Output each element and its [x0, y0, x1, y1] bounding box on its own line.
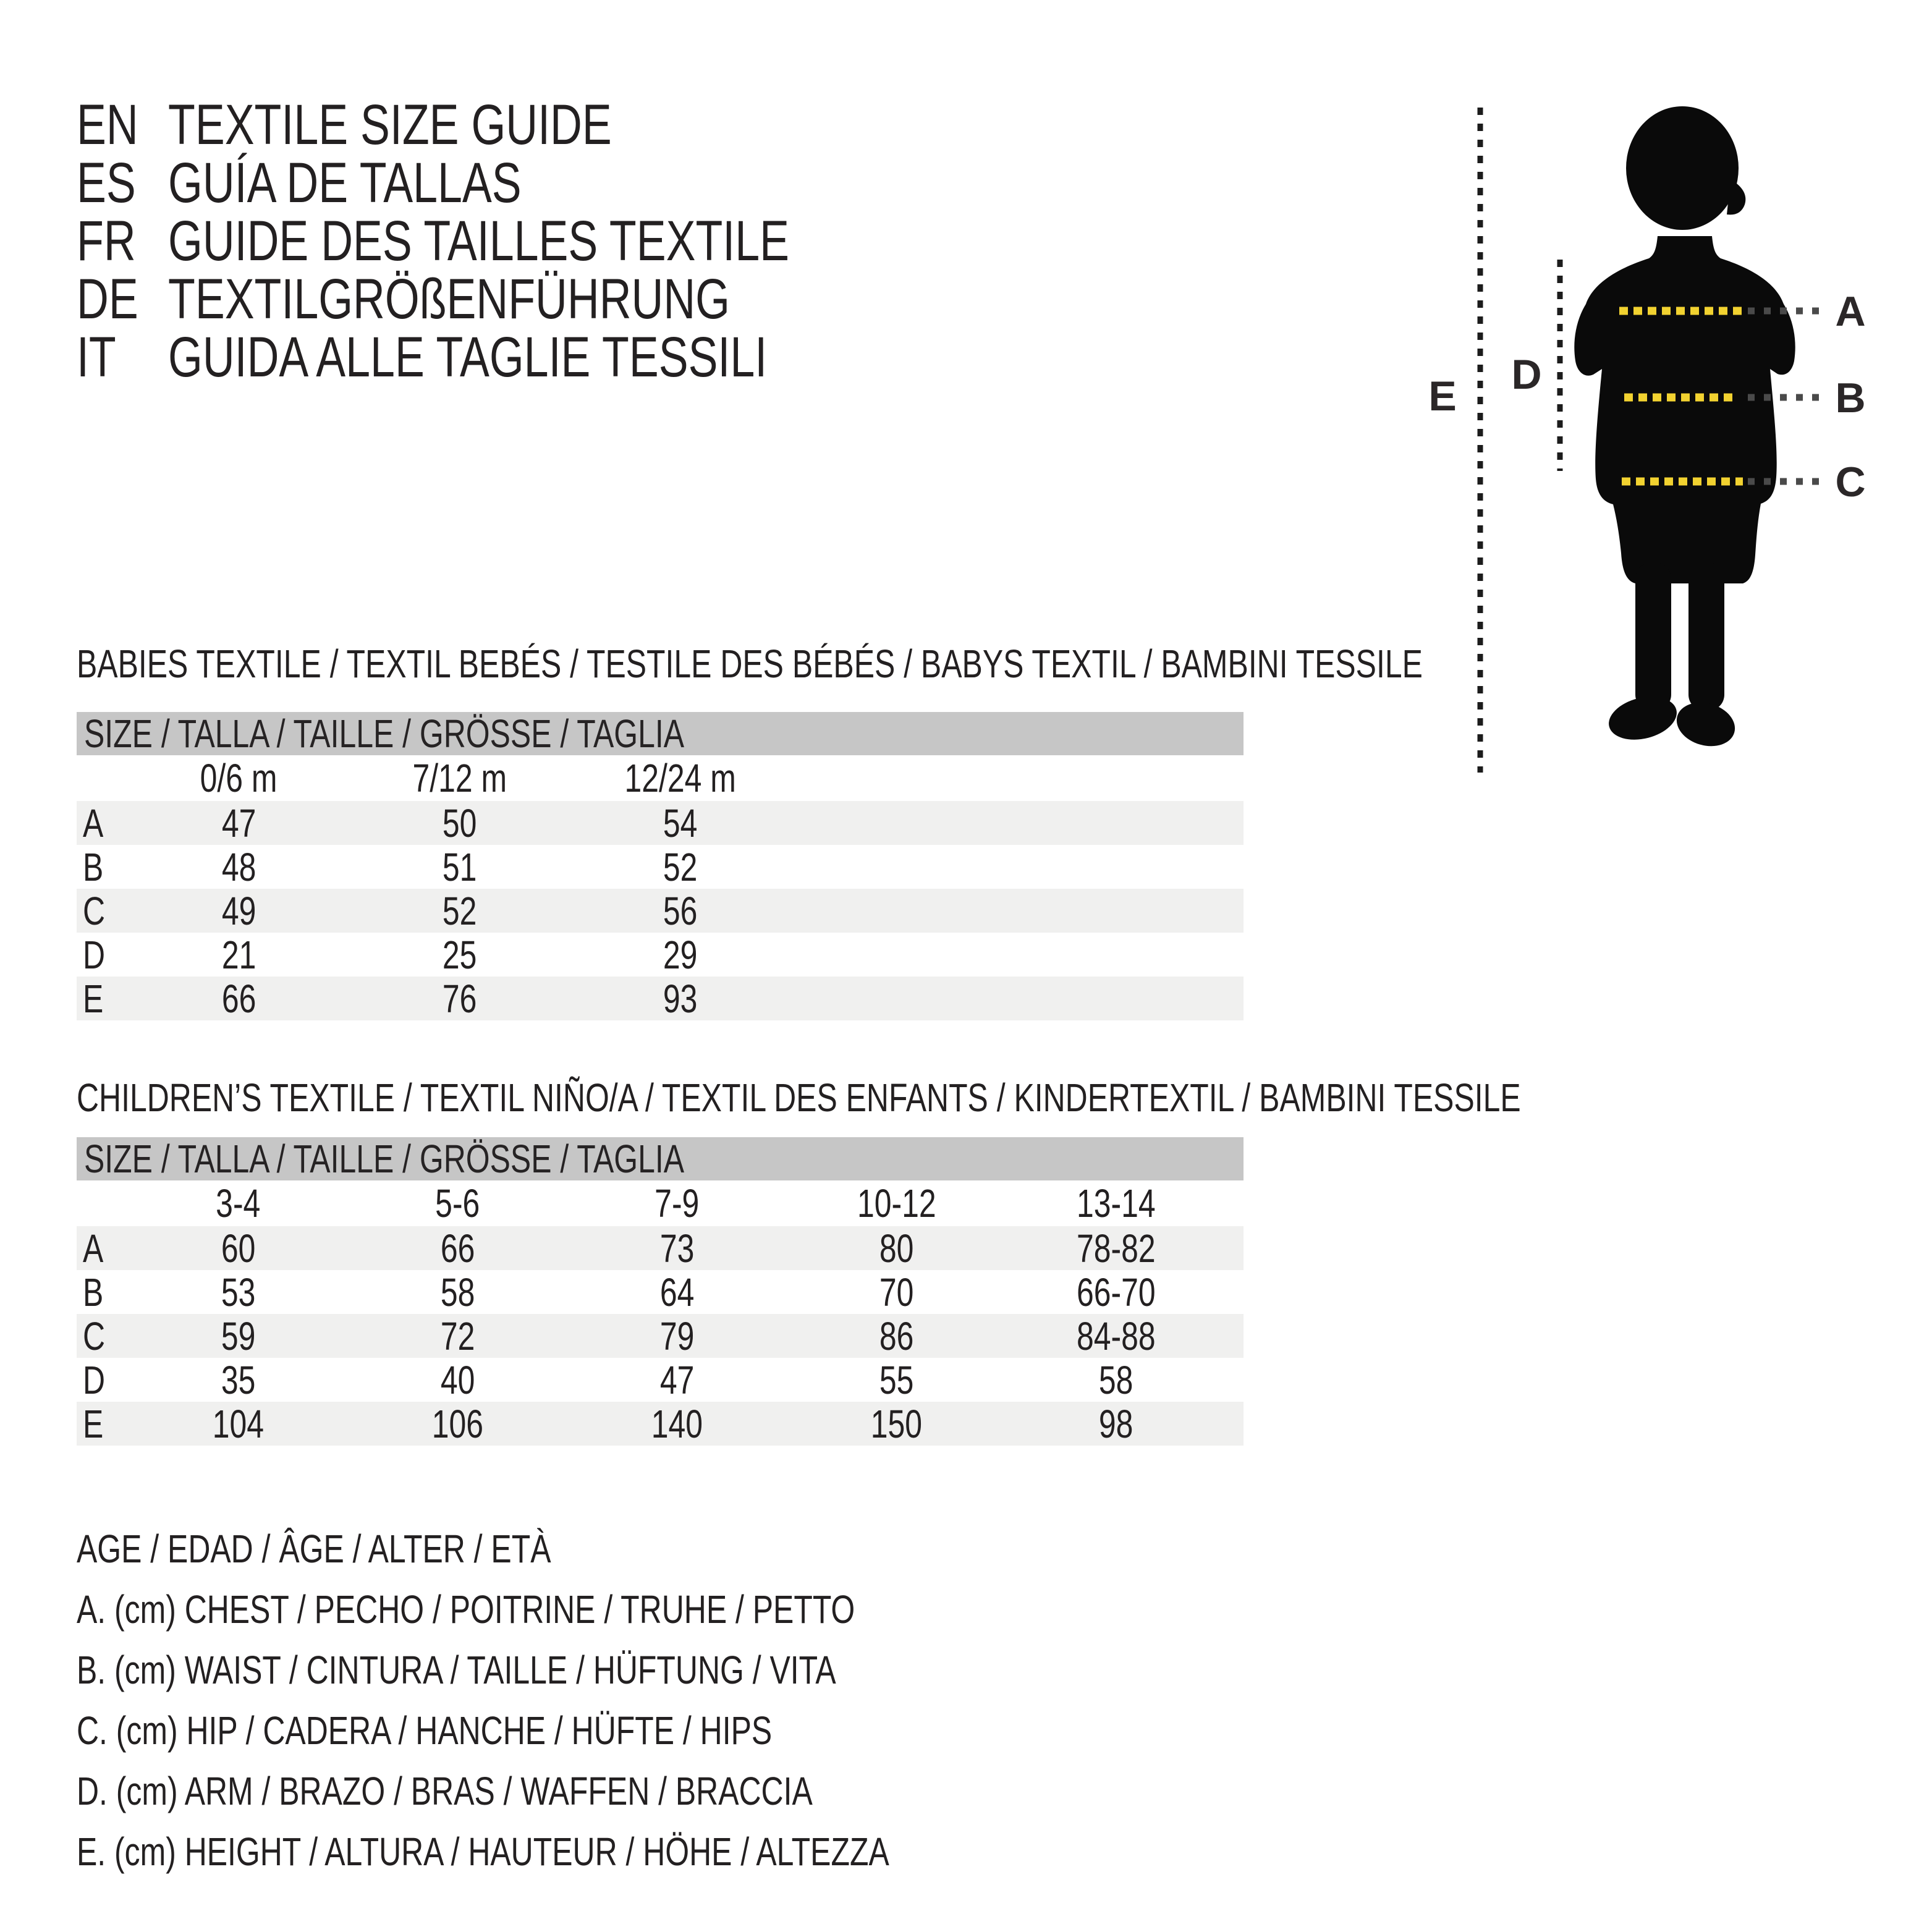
lang-code-es: ES: [77, 151, 136, 214]
row-label: C: [83, 1313, 106, 1358]
cell-value: 48: [221, 844, 256, 889]
title-en: TEXTILE SIZE GUIDE: [168, 93, 612, 156]
cell-value: 47: [221, 800, 256, 845]
silhouette-torso: [1574, 236, 1795, 583]
table-row: [77, 1314, 1244, 1358]
row-label: E: [83, 976, 104, 1021]
row-label: B: [83, 1269, 104, 1315]
cell-value: 25: [442, 932, 477, 977]
table-row: [77, 977, 1244, 1020]
cell-value: 21: [221, 932, 256, 977]
cell-value: 98: [1098, 1401, 1133, 1446]
cell-value: 76: [442, 976, 477, 1021]
children-section-title: CHILDREN’S TEXTILE / TEXTIL NIÑO/A / TEXTIL DES ENFANTS / KINDERTEXTIL / BAMBINI TESSILE: [77, 1075, 1521, 1120]
cell-value: 66: [221, 976, 256, 1021]
children-col-3-4: 3-4: [216, 1181, 261, 1226]
babies-column-header-row: [77, 755, 1244, 801]
babies-col-7-12m: 7/12 m: [412, 756, 507, 800]
children-col-13-14: 13-14: [1076, 1181, 1156, 1226]
arm-label: D: [1511, 351, 1542, 398]
cell-value: 150: [870, 1401, 923, 1446]
header-row-de: [77, 267, 888, 331]
cell-value: 29: [663, 932, 698, 977]
children-col-10-12: 10-12: [857, 1181, 936, 1226]
babies-col-0-6m: 0/6 m: [200, 756, 278, 800]
row-label: D: [83, 932, 106, 977]
title-de: TEXTILGRÖßENFÜHRUNG: [168, 267, 730, 331]
cell-value: 50: [442, 800, 477, 845]
header-row-it: [77, 325, 936, 389]
children-size-header-bar: SIZE / TALLA / TAILLE / GRÖSSE / TAGLIA: [77, 1137, 1244, 1180]
measurement-figure: [1409, 93, 1932, 803]
cell-value: 73: [659, 1226, 695, 1271]
cell-value: 66: [440, 1226, 475, 1271]
cell-value: 70: [879, 1269, 914, 1315]
cell-value: 64: [659, 1269, 695, 1315]
legend-chest: A. (cm) CHEST / PECHO / POITRINE / TRUHE / PETTO: [77, 1587, 855, 1632]
children-column-header-row: [77, 1180, 1244, 1226]
table-row: [77, 845, 1244, 889]
table-row: [77, 1270, 1244, 1314]
header-row-en: [77, 93, 737, 156]
legend-arm: D. (cm) ARM / BRAZO / BRAS / WAFFEN / BRACCIA: [77, 1769, 813, 1813]
babies-col-12-24m: 12/24 m: [624, 756, 736, 800]
cell-value: 72: [440, 1313, 475, 1358]
table-row: [77, 889, 1244, 933]
waist-label: B: [1835, 375, 1866, 422]
cell-value: 106: [431, 1401, 484, 1446]
table-row: [77, 801, 1244, 845]
silhouette-right-shoe: [1671, 696, 1740, 753]
row-label: B: [83, 844, 104, 889]
cell-value: 35: [221, 1357, 256, 1402]
children-col-5-6: 5-6: [435, 1181, 480, 1226]
cell-value: 59: [221, 1313, 256, 1358]
cell-value: 56: [663, 888, 698, 933]
cell-value: 40: [440, 1357, 475, 1402]
cell-value: 104: [212, 1401, 265, 1446]
row-label: C: [83, 888, 106, 933]
table-row: [77, 933, 1244, 977]
row-label: A: [83, 1226, 104, 1271]
children-col-7-9: 7-9: [655, 1181, 700, 1226]
title-it: GUIDA ALLE TAGLIE TESSILI: [168, 325, 768, 389]
header-row-fr: [77, 209, 964, 273]
babies-section-title: BABIES TEXTILE / TEXTIL BEBÉS / TESTILE DES BÉBÉS / BABYS TEXTIL / BAMBINI TESSILE: [77, 642, 1423, 686]
cell-value: 58: [440, 1269, 475, 1315]
header-row-es: [77, 151, 621, 214]
cell-value: 53: [221, 1269, 256, 1315]
babies-size-table: [77, 712, 1244, 1020]
cell-value: 140: [651, 1401, 703, 1446]
cell-value: 80: [879, 1226, 914, 1271]
cell-value: 60: [221, 1226, 256, 1271]
row-label: D: [83, 1357, 106, 1402]
row-label: A: [83, 800, 104, 845]
lang-code-it: IT: [77, 325, 116, 389]
legend-height: E. (cm) HEIGHT / ALTURA / HAUTEUR / HÖHE / ALTEZZA: [77, 1829, 889, 1874]
legend-waist: B. (cm) WAIST / CINTURA / TAILLE / HÜFTUNG / VITA: [77, 1648, 836, 1692]
table-row: [77, 1358, 1244, 1402]
lang-code-en: EN: [77, 93, 138, 156]
cell-value: 51: [442, 844, 477, 889]
cell-value: 47: [659, 1357, 695, 1402]
legend-age: AGE / EDAD / ÂGE / ALTER / ETÀ: [77, 1527, 551, 1571]
cell-value: 84-88: [1076, 1313, 1156, 1358]
hip-label: C: [1835, 459, 1866, 506]
cell-value: 52: [663, 844, 698, 889]
cell-value: 54: [663, 800, 698, 845]
cell-value: 58: [1098, 1357, 1133, 1402]
cell-value: 52: [442, 888, 477, 933]
table-row: [77, 1402, 1244, 1446]
title-fr: GUIDE DES TAILLES TEXTILE: [168, 209, 789, 273]
row-label: E: [83, 1401, 104, 1446]
cell-value: 93: [663, 976, 698, 1021]
legend-hip: C. (cm) HIP / CADERA / HANCHE / HÜFTE / HIPS: [77, 1708, 773, 1753]
cell-value: 49: [221, 888, 256, 933]
lang-code-de: DE: [77, 267, 138, 331]
silhouette-head: [1626, 106, 1739, 230]
table-row: [77, 1226, 1244, 1270]
cell-value: 78-82: [1076, 1226, 1156, 1271]
babies-size-header-bar: SIZE / TALLA / TAILLE / GRÖSSE / TAGLIA: [77, 712, 1244, 755]
cell-value: 55: [879, 1357, 914, 1402]
cell-value: 86: [879, 1313, 914, 1358]
cell-value: 79: [659, 1313, 695, 1358]
height-label: E: [1428, 373, 1457, 420]
children-size-table: [77, 1137, 1244, 1446]
cell-value: 66-70: [1076, 1269, 1156, 1315]
chest-label: A: [1835, 288, 1866, 335]
lang-code-fr: FR: [77, 209, 136, 273]
title-es: GUÍA DE TALLAS: [168, 151, 522, 214]
